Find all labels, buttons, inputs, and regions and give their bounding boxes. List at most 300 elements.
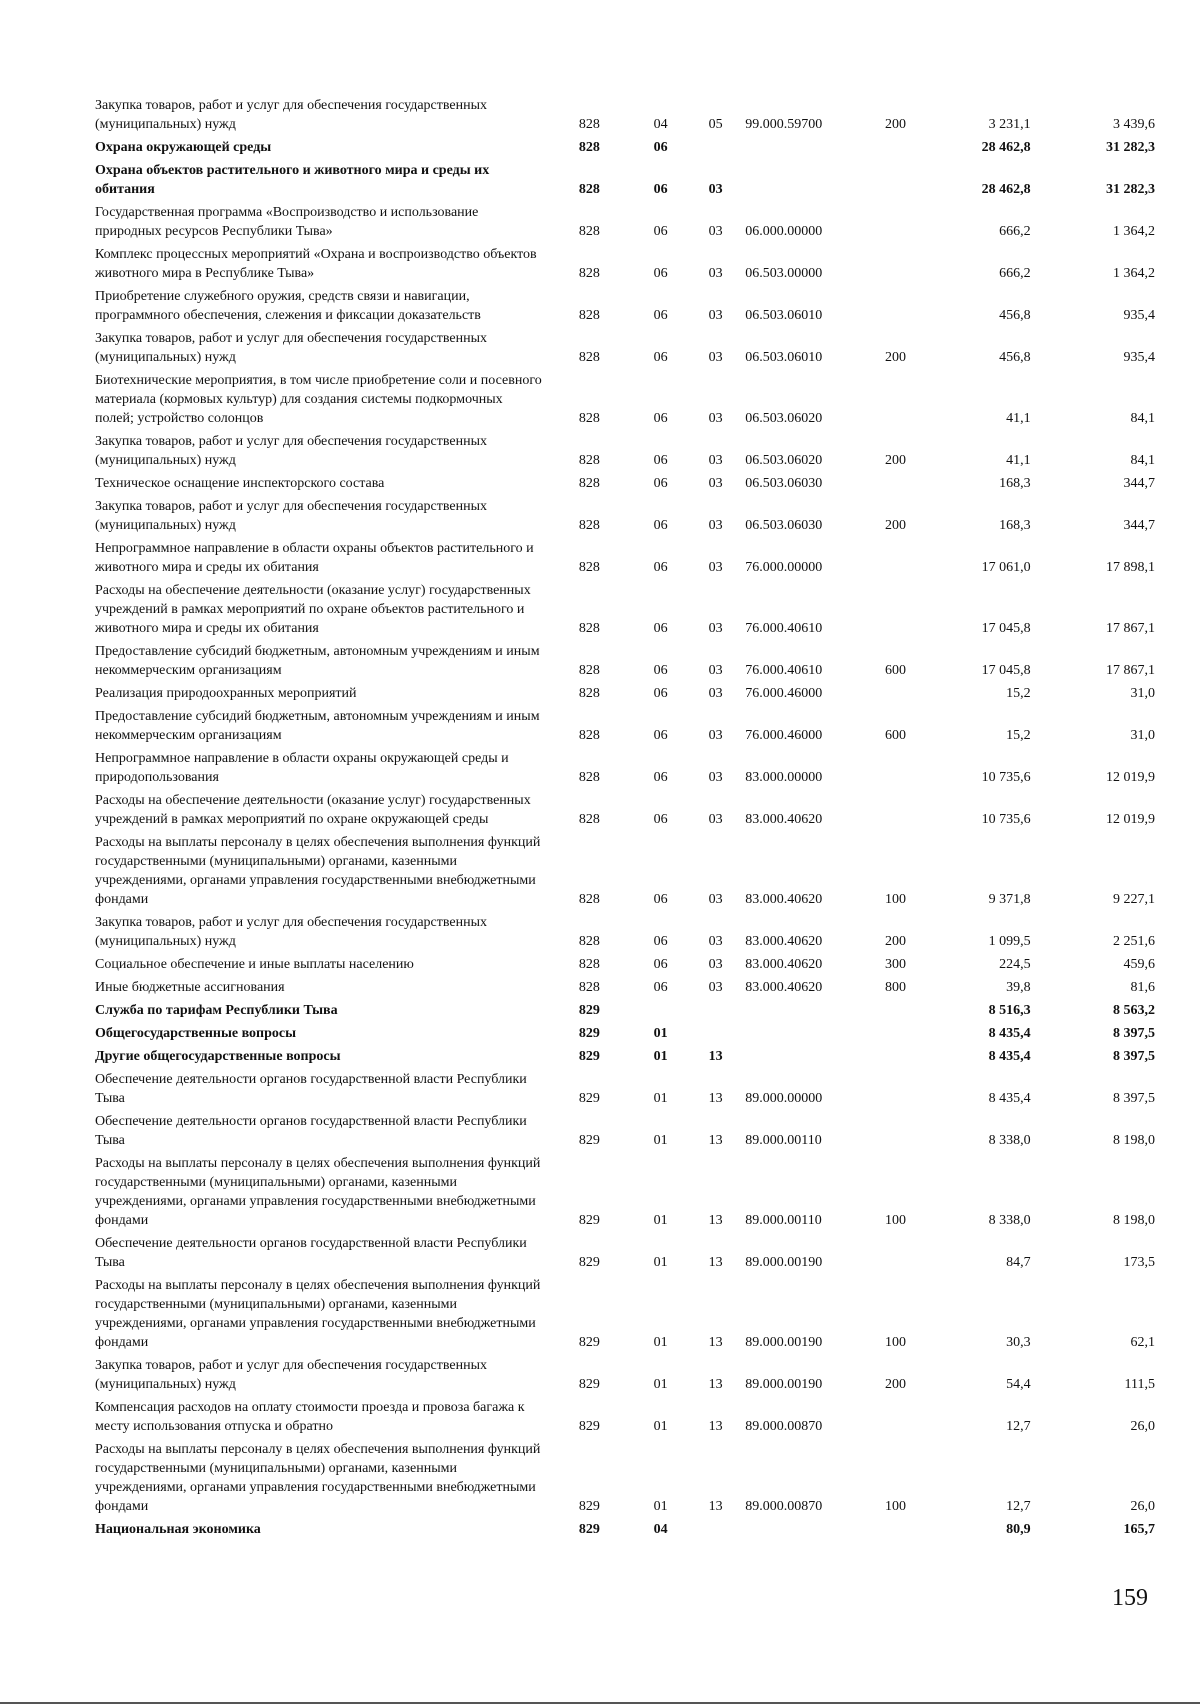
table-row: [95, 1022, 1155, 1045]
row-amount-year1: 15,2: [1006, 728, 1031, 743]
table-row: [95, 1518, 1155, 1541]
table-row: [95, 94, 1155, 136]
row-subsection-code: [686, 1022, 745, 1045]
row-grbs-code: 828: [578, 117, 600, 132]
row-name: Закупка товаров, работ и услуг для обеспечения государственных (муниципальных) нужд: [95, 98, 488, 132]
row-target-article: [745, 136, 872, 159]
row-name: Расходы на выплаты персоналу в целях обеспечения выполнения функций государственными (муниципальными) органами, казенными учреждениями, органами управления государственными внебюджетными фондами: [95, 1442, 541, 1514]
row-target-article: 76.000.40610: [745, 663, 823, 678]
row-name: Приобретение служебного оружия, средств связи и навигации, программного обеспечения, слежения и фиксации доказательств: [95, 289, 481, 323]
row-section-code: 06: [653, 350, 668, 365]
row-expense-type: [873, 1232, 919, 1274]
row-amount-year1: 30,3: [1006, 1335, 1031, 1350]
row-target-article: 89.000.00110: [745, 1213, 822, 1228]
row-expense-type: [873, 1045, 919, 1068]
table-row: [95, 999, 1155, 1022]
row-amount-year2: 1 364,2: [1113, 266, 1155, 281]
row-name: Непрограммное направление в области охраны объектов растительного и животного мира и среды их обитания: [95, 541, 534, 575]
row-amount-year1: 12,7: [1006, 1419, 1031, 1434]
row-subsection-code: 03: [708, 728, 723, 743]
row-amount-year2: 3 439,6: [1113, 117, 1155, 132]
row-amount-year2: 81,6: [1130, 980, 1155, 995]
row-amount-year1: 41,1: [1006, 411, 1031, 426]
row-name: Другие общегосударственные вопросы: [95, 1049, 341, 1064]
row-amount-year2: 17 867,1: [1106, 621, 1155, 636]
row-target-article: 89.000.00110: [745, 1133, 822, 1148]
row-section-code: 06: [653, 411, 668, 426]
row-subsection-code: [686, 999, 745, 1022]
row-grbs-code: 828: [578, 892, 600, 907]
row-amount-year2: 12 019,9: [1106, 812, 1155, 827]
row-expense-type: [873, 682, 919, 705]
row-name: Расходы на выплаты персоналу в целях обеспечения выполнения функций государственными (муниципальными) органами, казенными учреждениями, органами управления государственными внебюджетными фондами: [95, 835, 541, 907]
page-number: 159: [1112, 1585, 1148, 1611]
row-grbs-code: 829: [578, 1522, 600, 1537]
row-subsection-code: 13: [708, 1499, 723, 1514]
bottom-rule: [0, 1702, 1200, 1704]
row-target-article: 89.000.00870: [745, 1499, 823, 1514]
row-subsection-code: 13: [708, 1049, 723, 1064]
row-grbs-code: 829: [578, 1499, 600, 1514]
row-target-article: 99.000.59700: [745, 117, 823, 132]
row-subsection-code: 03: [708, 770, 723, 785]
row-section-code: 06: [653, 957, 668, 972]
row-name: Компенсация расходов на оплату стоимости проезда и провоза багажа к месту использования отпуска и обратно: [95, 1400, 525, 1434]
row-name: Иные бюджетные ассигнования: [95, 980, 285, 995]
row-section-code: 06: [653, 308, 668, 323]
row-grbs-code: 828: [578, 621, 600, 636]
row-amount-year2: 12 019,9: [1106, 770, 1155, 785]
row-amount-year1: 17 045,8: [981, 663, 1031, 678]
row-expense-type: [873, 1110, 919, 1152]
row-name: Техническое оснащение инспекторского состава: [95, 476, 385, 491]
table-row: [95, 976, 1155, 999]
row-amount-year2: 173,5: [1123, 1255, 1155, 1270]
table-row: [95, 747, 1155, 789]
row-section-code: 06: [653, 728, 668, 743]
row-expense-type: 200: [885, 350, 907, 365]
row-name: Предоставление субсидий бюджетным, автономным учреждениям и иным некоммерческим организациям: [95, 644, 540, 678]
row-name: Расходы на обеспечение деятельности (оказание услуг) государственных учреждений в рамках мероприятий по охране объектов растительного и животного мира и среды их обитания: [95, 583, 531, 636]
row-amount-year2: 26,0: [1130, 1419, 1155, 1434]
row-expense-type: 200: [885, 117, 907, 132]
row-grbs-code: 828: [578, 957, 600, 972]
row-target-article: 76.000.00000: [745, 560, 823, 575]
row-amount-year2: 84,1: [1130, 453, 1155, 468]
row-grbs-code: 828: [578, 453, 600, 468]
row-subsection-code: 03: [708, 476, 723, 491]
table-row: [95, 953, 1155, 976]
row-expense-type: [873, 1022, 919, 1045]
row-subsection-code: 03: [708, 621, 723, 636]
row-grbs-code: 828: [578, 518, 600, 533]
table-row: [95, 1396, 1155, 1438]
row-subsection-code: 03: [708, 686, 723, 701]
table-row: [95, 789, 1155, 831]
row-grbs-code: 829: [578, 1335, 600, 1350]
row-expense-type: 200: [885, 934, 907, 949]
row-section-code: 04: [653, 117, 668, 132]
row-grbs-code: 828: [578, 476, 600, 491]
row-name: Охрана объектов растительного и животного мира и среды их обитания: [95, 163, 490, 197]
row-subsection-code: 03: [708, 411, 723, 426]
row-expense-type: 200: [885, 453, 907, 468]
row-section-code: 06: [653, 663, 668, 678]
row-expense-type: 100: [885, 892, 907, 907]
row-target-article: 06.000.00000: [745, 224, 823, 239]
row-name: Расходы на выплаты персоналу в целях обеспечения выполнения функций государственными (муниципальными) органами, казенными учреждениями, органами управления государственными внебюджетными фондами: [95, 1278, 541, 1350]
row-amount-year2: 459,6: [1123, 957, 1155, 972]
table-row: [95, 1232, 1155, 1274]
row-amount-year2: 8 198,0: [1113, 1213, 1155, 1228]
row-expense-type: [873, 136, 919, 159]
table-row: [95, 682, 1155, 705]
table-row: [95, 1274, 1155, 1354]
row-expense-type: 200: [885, 518, 907, 533]
row-amount-year2: 8 397,5: [1113, 1026, 1155, 1041]
row-amount-year1: 10 735,6: [981, 812, 1031, 827]
row-subsection-code: 03: [708, 182, 723, 197]
row-amount-year1: 39,8: [1006, 980, 1031, 995]
row-amount-year2: 344,7: [1123, 476, 1155, 491]
row-subsection-code: 13: [708, 1377, 723, 1392]
row-grbs-code: 828: [578, 770, 600, 785]
row-name: Закупка товаров, работ и услуг для обеспечения государственных (муниципальных) нужд: [95, 331, 488, 365]
row-expense-type: 100: [885, 1213, 907, 1228]
row-amount-year2: 31,0: [1130, 686, 1155, 701]
row-amount-year1: 168,3: [999, 476, 1031, 491]
row-amount-year1: 8 338,0: [988, 1213, 1031, 1228]
row-target-article: 76.000.46000: [745, 728, 823, 743]
row-name: Государственная программа «Воспроизводство и использование природных ресурсов Республики Тыва»: [95, 205, 479, 239]
row-amount-year1: 8 435,4: [988, 1049, 1031, 1064]
table-row: [95, 472, 1155, 495]
row-name: Непрограммное направление в области охраны окружающей среды и природопользования: [95, 751, 509, 785]
row-amount-year2: 17 898,1: [1106, 560, 1155, 575]
row-section-code: 06: [653, 686, 668, 701]
row-section-code: 04: [653, 1522, 668, 1537]
row-target-article: 83.000.40620: [745, 957, 823, 972]
row-expense-type: 800: [885, 980, 907, 995]
row-expense-type: [873, 159, 919, 201]
row-amount-year2: 8 397,5: [1113, 1091, 1155, 1106]
row-target-article: 06.503.06030: [745, 476, 823, 491]
row-grbs-code: 829: [578, 1213, 600, 1228]
table-row: [95, 1152, 1155, 1232]
row-subsection-code: 13: [708, 1091, 723, 1106]
row-section-code: 01: [653, 1026, 668, 1041]
row-amount-year1: 8 516,3: [988, 1003, 1031, 1018]
row-name: Закупка товаров, работ и услуг для обеспечения государственных (муниципальных) нужд: [95, 499, 488, 533]
row-name: Служба по тарифам Республики Тыва: [95, 1003, 338, 1018]
row-section-code: 06: [653, 518, 668, 533]
row-expense-type: [873, 369, 919, 430]
row-subsection-code: 03: [708, 266, 723, 281]
row-name: Общегосударственные вопросы: [95, 1026, 297, 1041]
row-amount-year1: 9 371,8: [988, 892, 1031, 907]
row-section-code: 06: [653, 770, 668, 785]
row-target-article: 89.000.00190: [745, 1377, 823, 1392]
row-expense-type: [873, 579, 919, 640]
row-amount-year1: 84,7: [1006, 1255, 1031, 1270]
row-amount-year2: 31 282,3: [1106, 182, 1155, 197]
table-row: [95, 430, 1155, 472]
row-target-article: 83.000.40620: [745, 980, 823, 995]
row-target-article: 76.000.40610: [745, 621, 823, 636]
table-row: [95, 1045, 1155, 1068]
row-section-code: 06: [653, 621, 668, 636]
row-target-article: [745, 1045, 872, 1068]
row-expense-type: [873, 1518, 919, 1541]
row-amount-year1: 1 099,5: [988, 934, 1031, 949]
row-amount-year2: 8 198,0: [1113, 1133, 1155, 1148]
row-expense-type: [873, 789, 919, 831]
row-section-code: 06: [653, 812, 668, 827]
row-expense-type: 600: [885, 728, 907, 743]
table-row: [95, 285, 1155, 327]
row-section-code: 06: [653, 980, 668, 995]
table-row: [95, 1438, 1155, 1518]
table-row: [95, 243, 1155, 285]
row-amount-year2: 344,7: [1123, 518, 1155, 533]
row-section-code: [635, 999, 686, 1022]
row-subsection-code: 03: [708, 308, 723, 323]
row-subsection-code: 03: [708, 812, 723, 827]
row-target-article: 06.503.06010: [745, 350, 823, 365]
row-amount-year2: 111,5: [1124, 1377, 1155, 1392]
row-amount-year1: 17 045,8: [981, 621, 1031, 636]
row-target-article: 89.000.00190: [745, 1255, 823, 1270]
row-subsection-code: 03: [708, 350, 723, 365]
row-name: Биотехнические мероприятия, в том числе приобретение соли и посевного материала (кормовых культур) для создания системы подкормочных полей; устройство солонцов: [95, 373, 542, 426]
row-grbs-code: 828: [578, 560, 600, 575]
row-subsection-code: 03: [708, 663, 723, 678]
row-target-article: 89.000.00000: [745, 1091, 823, 1106]
row-subsection-code: 13: [708, 1335, 723, 1350]
row-subsection-code: 13: [708, 1419, 723, 1434]
row-name: Закупка товаров, работ и услуг для обеспечения государственных (муниципальных) нужд: [95, 434, 488, 468]
row-expense-type: [873, 537, 919, 579]
row-grbs-code: 828: [578, 308, 600, 323]
row-target-article: 83.000.40620: [745, 892, 823, 907]
row-amount-year2: 26,0: [1130, 1499, 1155, 1514]
table-row: [95, 911, 1155, 953]
table-row: [95, 327, 1155, 369]
row-grbs-code: 828: [578, 686, 600, 701]
row-target-article: 06.503.00000: [745, 266, 823, 281]
row-grbs-code: 829: [578, 1091, 600, 1106]
row-target-article: 89.000.00870: [745, 1419, 823, 1434]
row-expense-type: 200: [885, 1377, 907, 1392]
row-subsection-code: [686, 136, 745, 159]
row-amount-year2: 31 282,3: [1106, 140, 1155, 155]
row-name: Социальное обеспечение и иные выплаты населению: [95, 957, 414, 972]
table-row: [95, 579, 1155, 640]
row-grbs-code: 829: [578, 1377, 600, 1392]
row-name: Закупка товаров, работ и услуг для обеспечения государственных (муниципальных) нужд: [95, 915, 488, 949]
row-target-article: 06.503.06020: [745, 453, 823, 468]
row-subsection-code: 03: [708, 560, 723, 575]
row-section-code: 01: [653, 1091, 668, 1106]
row-amount-year1: 3 231,1: [988, 117, 1031, 132]
row-amount-year1: 41,1: [1006, 453, 1031, 468]
table-row: [95, 537, 1155, 579]
row-amount-year2: 17 867,1: [1106, 663, 1155, 678]
row-name: Национальная экономика: [95, 1522, 261, 1537]
row-target-article: [745, 1518, 872, 1541]
row-amount-year2: 84,1: [1130, 411, 1155, 426]
row-grbs-code: 828: [578, 663, 600, 678]
row-expense-type: 300: [885, 957, 907, 972]
row-grbs-code: 829: [578, 1026, 600, 1041]
row-name: Расходы на выплаты персоналу в целях обеспечения выполнения функций государственными (муниципальными) органами, казенными учреждениями, органами управления государственными внебюджетными фондами: [95, 1156, 541, 1228]
row-name: Предоставление субсидий бюджетным, автономным учреждениям и иным некоммерческим организациям: [95, 709, 540, 743]
row-section-code: 01: [653, 1377, 668, 1392]
row-subsection-code: 03: [708, 980, 723, 995]
row-subsection-code: 05: [708, 117, 723, 132]
table-row: [95, 1068, 1155, 1110]
row-section-code: 01: [653, 1419, 668, 1434]
table-row: [95, 495, 1155, 537]
table-row: [95, 1110, 1155, 1152]
row-section-code: 06: [653, 224, 668, 239]
row-amount-year1: 28 462,8: [981, 140, 1031, 155]
row-name: Обеспечение деятельности органов государственной власти Республики Тыва: [95, 1236, 527, 1270]
row-target-article: 76.000.46000: [745, 686, 823, 701]
row-section-code: 06: [653, 934, 668, 949]
row-subsection-code: 03: [708, 453, 723, 468]
row-name: Расходы на обеспечение деятельности (оказание услуг) государственных учреждений в рамках мероприятий по охране окружающей среды: [95, 793, 531, 827]
row-grbs-code: 829: [578, 1003, 600, 1018]
table-row: [95, 705, 1155, 747]
row-amount-year1: 456,8: [999, 308, 1031, 323]
row-grbs-code: 828: [578, 980, 600, 995]
row-name: Охрана окружающей среды: [95, 140, 272, 155]
row-amount-year2: 8 397,5: [1113, 1049, 1155, 1064]
row-amount-year2: 935,4: [1123, 308, 1155, 323]
row-amount-year1: 12,7: [1006, 1499, 1031, 1514]
row-amount-year1: 168,3: [999, 518, 1031, 533]
row-expense-type: [873, 1068, 919, 1110]
row-grbs-code: 828: [578, 266, 600, 281]
row-amount-year1: 666,2: [999, 224, 1031, 239]
row-target-article: [745, 159, 872, 201]
row-expense-type: [873, 285, 919, 327]
row-subsection-code: 03: [708, 957, 723, 972]
row-amount-year2: 165,7: [1123, 1522, 1155, 1537]
row-expense-type: [873, 1396, 919, 1438]
row-section-code: 01: [653, 1499, 668, 1514]
row-grbs-code: 829: [578, 1419, 600, 1434]
table-row: [95, 1354, 1155, 1396]
row-amount-year1: 15,2: [1006, 686, 1031, 701]
row-grbs-code: 829: [578, 1255, 600, 1270]
row-amount-year1: 8 435,4: [988, 1091, 1031, 1106]
row-section-code: 06: [653, 560, 668, 575]
row-expense-type: 600: [885, 663, 907, 678]
row-section-code: 06: [653, 892, 668, 907]
table-row: [95, 831, 1155, 911]
row-amount-year1: 54,4: [1006, 1377, 1031, 1392]
row-subsection-code: 13: [708, 1133, 723, 1148]
row-name: Закупка товаров, работ и услуг для обеспечения государственных (муниципальных) нужд: [95, 1358, 488, 1392]
budget-table-body: [95, 94, 1155, 1541]
row-amount-year1: 456,8: [999, 350, 1031, 365]
row-expense-type: [873, 999, 919, 1022]
row-amount-year1: 224,5: [999, 957, 1031, 972]
row-name: Комплекс процессных мероприятий «Охрана и воспроизводство объектов животного мира в Республике Тыва»: [95, 247, 537, 281]
row-grbs-code: 828: [578, 812, 600, 827]
table-row: [95, 136, 1155, 159]
row-grbs-code: 828: [578, 934, 600, 949]
row-expense-type: [873, 201, 919, 243]
row-subsection-code: 13: [708, 1213, 723, 1228]
row-amount-year2: 2 251,6: [1113, 934, 1155, 949]
row-section-code: 06: [653, 182, 668, 197]
row-target-article: [745, 1022, 872, 1045]
row-section-code: 06: [653, 266, 668, 281]
row-amount-year2: 31,0: [1130, 728, 1155, 743]
row-grbs-code: 829: [578, 1049, 600, 1064]
row-expense-type: [873, 243, 919, 285]
row-name: Обеспечение деятельности органов государственной власти Республики Тыва: [95, 1114, 527, 1148]
row-subsection-code: 13: [708, 1255, 723, 1270]
row-amount-year1: 8 338,0: [988, 1133, 1031, 1148]
row-grbs-code: 828: [578, 140, 600, 155]
row-amount-year1: 28 462,8: [981, 182, 1031, 197]
row-section-code: 01: [653, 1133, 668, 1148]
row-section-code: 06: [653, 140, 668, 155]
row-expense-type: 100: [885, 1499, 907, 1514]
row-expense-type: [873, 747, 919, 789]
row-amount-year2: 1 364,2: [1113, 224, 1155, 239]
row-target-article: 06.503.06010: [745, 308, 823, 323]
row-section-code: 06: [653, 453, 668, 468]
row-amount-year1: 17 061,0: [981, 560, 1031, 575]
row-amount-year1: 80,9: [1006, 1522, 1031, 1537]
row-section-code: 01: [653, 1213, 668, 1228]
row-amount-year1: 10 735,6: [981, 770, 1031, 785]
row-amount-year1: 8 435,4: [988, 1026, 1031, 1041]
row-section-code: 01: [653, 1255, 668, 1270]
row-target-article: 06.503.06020: [745, 411, 823, 426]
row-amount-year2: 935,4: [1123, 350, 1155, 365]
row-grbs-code: 828: [578, 182, 600, 197]
row-expense-type: 100: [885, 1335, 907, 1350]
row-grbs-code: 828: [578, 728, 600, 743]
row-amount-year2: 62,1: [1130, 1335, 1155, 1350]
row-grbs-code: 828: [578, 411, 600, 426]
row-amount-year2: 8 563,2: [1113, 1003, 1155, 1018]
row-name: Обеспечение деятельности органов государственной власти Республики Тыва: [95, 1072, 527, 1106]
row-target-article: [745, 999, 872, 1022]
table-row: [95, 369, 1155, 430]
table-row: [95, 640, 1155, 682]
row-grbs-code: 829: [578, 1133, 600, 1148]
budget-table: [95, 94, 1155, 1541]
row-target-article: 06.503.06030: [745, 518, 823, 533]
row-subsection-code: 03: [708, 892, 723, 907]
row-grbs-code: 828: [578, 350, 600, 365]
row-amount-year2: 9 227,1: [1113, 892, 1155, 907]
row-expense-type: [873, 472, 919, 495]
row-grbs-code: 828: [578, 224, 600, 239]
row-target-article: 83.000.00000: [745, 770, 823, 785]
row-target-article: 89.000.00190: [745, 1335, 823, 1350]
row-subsection-code: 03: [708, 224, 723, 239]
row-subsection-code: [686, 1518, 745, 1541]
row-amount-year1: 666,2: [999, 266, 1031, 281]
